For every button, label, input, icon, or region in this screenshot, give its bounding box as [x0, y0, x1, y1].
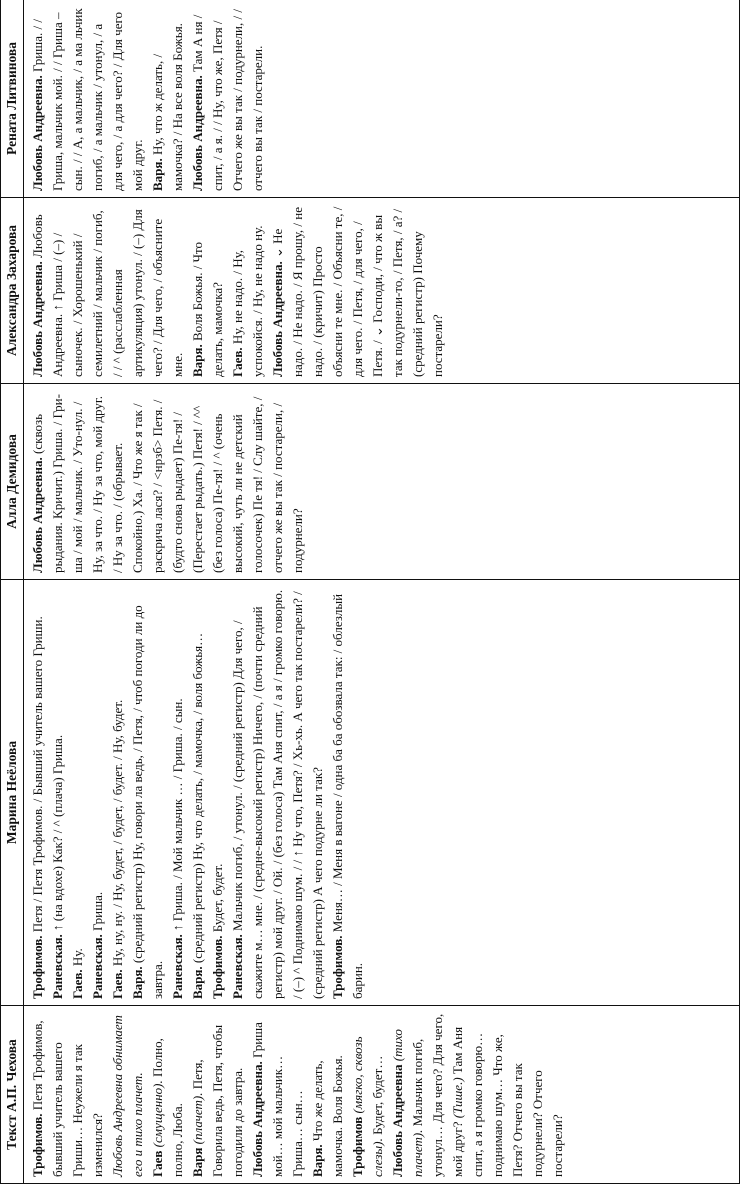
replica	[228, 586, 328, 999]
header-demidova: Алла Демидова	[1, 383, 24, 579]
speaker-name: Гаев.	[70, 969, 85, 999]
speaker-name: Любовь Андреевна.	[30, 457, 45, 573]
replica-text: Ну, не надо. / Ну, успокойся. / Ну, не надо ну.	[230, 225, 265, 377]
replica	[188, 6, 268, 191]
replica-text: Меня… / Меня в вагоне / одна ба ба обозвала так: / облезлый барин.	[330, 593, 365, 999]
replica	[188, 1012, 248, 1177]
replica	[348, 1012, 388, 1177]
speaker-name: Раневская.	[230, 934, 245, 999]
speaker-name: Любовь Андреевна.	[30, 75, 45, 191]
replica	[188, 586, 208, 999]
replica-text: Любовь Андреевна. ↑ Гриша / (–) / сыночек. / Хорошенький / семилетний / мальчик / погиб, / / ^ (расслабленная артикуляция) утонул. / (–) Для чего? / Для чего, / объясните мне.	[30, 209, 185, 377]
replica-text: Петя, Говорила ведь, Петя, чтобы погодили до завтра.	[190, 1024, 245, 1177]
replica-text: Мальчик погиб, утонул… Для чего? Для чего, мой друг?	[410, 1013, 465, 1177]
speaker-name: Трофимов.	[30, 935, 45, 999]
replica-text: Гриша. / / Гриша, мальчик мой. / / Гриша – сын. / / А, а мальчик, / а ма льчик погиб, / а мальчик / утонул, / а для чего, / а для чего? / Для чего мой друг.	[30, 8, 145, 191]
replica	[28, 586, 48, 999]
replica-text: Петя Трофимов, бывший учитель вашего Гриши… Неужели я так изменился?	[30, 1020, 105, 1177]
replica	[88, 586, 108, 999]
speaker-name: Любовь Андреевна.	[30, 261, 45, 377]
replica	[388, 1012, 568, 1177]
replica-text: Там А ня / спит, / а я. / / Ну, что же, Петя / Отчего же вы так / подурнели, / / отчего вы так / постарели.	[190, 9, 265, 191]
replica-text: Полно, полно, Люба.	[150, 1038, 185, 1177]
stage-direction: (плачет).	[190, 1092, 205, 1148]
header-chekhov: Текст А.П. Чехова	[1, 1006, 24, 1184]
stage-direction: Любовь Андреевна обнимает его и тихо плачет.	[110, 1015, 145, 1177]
stage-direction: (смущенно).	[150, 1080, 165, 1151]
speaker-name: Гаев	[150, 1150, 165, 1177]
replica-text: (средний регистр) Ну, что делать, / мамочка, / воля божья…	[190, 632, 205, 967]
header-zakharova: Александра Захарова	[1, 197, 24, 383]
header-neelova: Марина Неёлова	[1, 579, 24, 1005]
replica	[168, 586, 188, 999]
replica-text: Ну.	[70, 948, 85, 970]
speaker-name: Трофимов.	[30, 1113, 45, 1177]
speaker-name: Гаев.	[110, 969, 125, 999]
speaker-name: Раневская.	[170, 934, 185, 999]
replica-text: Будет, будет…	[370, 1055, 385, 1139]
replica	[28, 204, 188, 377]
stage-direction: (тихо плачет).	[390, 1029, 425, 1177]
replica	[308, 1012, 348, 1177]
replica-text: ⌄ Не надо. / Не надо. / Я прошу, / не надо. / (кричит) Просто объясни те мне. / Объясни те, / для чего. / Петя, / для чего, / Петя. / ⌄ Господи, / что ж вы так подурнели-то, / Петя, / а? / (средний регистр) Почему постарели?	[270, 206, 445, 377]
replica-text: Что же делать, мамочка. Воля Божья.	[310, 1055, 345, 1177]
speaker-name: Трофимов.	[210, 935, 225, 999]
replica	[28, 390, 308, 573]
replica	[68, 586, 88, 999]
replica	[148, 1012, 188, 1177]
replica	[128, 586, 168, 999]
speaker-name: Любовь Андреевна.	[250, 1061, 265, 1177]
speaker-name: Варя.	[190, 344, 205, 377]
replica	[208, 586, 228, 999]
replica-text: (средний регистр) Ну, говори ла ведь, / Петя, / чтоб погоди ли до завтра.	[130, 605, 165, 999]
cell-litvinova	[24, 0, 740, 197]
replica-text: Ну, что ж делать, / мамочка? / На все воля Божья.	[150, 23, 185, 191]
replica	[108, 1012, 148, 1177]
cell-zakharova	[24, 197, 740, 383]
stage-direction: (мягко, сквозь слезы).	[350, 1036, 385, 1177]
header-litvinova: Рената Литвинова	[1, 0, 24, 197]
header-row	[1, 0, 24, 1184]
speaker-name: Варя	[190, 1147, 205, 1177]
replica-text: ↑ Гриша. / Мой мальчик … / Гриша. / сын.	[170, 698, 185, 935]
replica	[48, 586, 68, 999]
replica	[108, 586, 128, 999]
replica-text: ↑ (на вдохе) Как? / ^ (плача) Гриша.	[50, 734, 65, 935]
body-row	[24, 0, 740, 1184]
speaker-name: Трофимов.	[330, 935, 345, 999]
replica	[28, 1012, 108, 1177]
speaker-name: Варя.	[310, 1144, 325, 1177]
speaker-name: Раневская.	[50, 934, 65, 999]
speaker-name: Трофимов	[350, 1116, 365, 1177]
speaker-name: Любовь Андреевна.	[270, 261, 285, 377]
replica	[328, 586, 368, 999]
replica-text: Мальчик погиб, / утонул. / (средний регистр) Для чего, / скажите м… мне. / (средне-высокий регистр) Ничего, / (почти средний регистр) мой друг. / Ой. / (без голоса) Там Аня спит, / а я / громко говорю. / (–) ^ Поднимаю шум. / / ↑ Ну что, Петя? / Хь-хь. А чего так постарели? / (средний регистр) А чего подурне ли так?	[230, 589, 325, 999]
replica	[268, 204, 448, 377]
cell-demidova	[24, 383, 740, 579]
speaker-name: Раневская.	[90, 934, 105, 999]
replica-text: Будет, будет.	[210, 863, 225, 936]
replica-text: Ну, ну, ну. / Ну, будет, / будет, / будет. / Ну, будет.	[110, 699, 125, 970]
stage-direction: (Тише.)	[450, 1077, 465, 1119]
speaker-name: Варя.	[190, 966, 205, 999]
replica-text: Гриша мой… мой мальчик… Гриша… сын…	[250, 1022, 305, 1177]
cell-chekhov	[24, 1006, 740, 1184]
replica	[228, 204, 268, 377]
replica-text: (сквозь рыдания. Кричит.) Гриша. / Гри-ша / мой / мальчик. / Уто-нул. / Ну, за что. / Ну за что, мой друг. / Ну за что. / (обрывает. Спокойно.) Ха. / Что же я так / раскрича лася? / <нрзб> Петя. / (будто снова рыдает) Пе-тя! / (Перестает рыдать.) Петя! / ^^ (без голоса) Пе-тя! / ^ (очень высокий, чуть ли не детский голосочек) Пе тя! / Слу шайте, / отчего же вы так / постарели, / подурнели?	[30, 394, 305, 573]
replica	[248, 1012, 308, 1177]
replica	[28, 6, 148, 191]
speaker-name: Любовь Андреевна	[390, 1064, 405, 1177]
replica	[148, 6, 188, 191]
speaker-name: Любовь Андреевна.	[190, 75, 205, 191]
replica-text: Гриша.	[90, 891, 105, 935]
replica-text: Там Аня спит, а я громко говорю… поднимаю шум… Что же, Петя? Отчего вы так подурнели? Отчего постарели?	[450, 1026, 565, 1177]
speaker-name: Варя.	[150, 158, 165, 191]
cell-neelova	[24, 579, 740, 1005]
replica-text: Петя / Петя Трофимов. / Бывший учитель вашего Гриши.	[30, 616, 45, 936]
speaker-name: Варя.	[130, 966, 145, 999]
replica	[188, 204, 228, 377]
speaker-name: Гаев.	[230, 347, 245, 377]
replica-text: Воля Божья. / Что делать, мамочка?	[190, 241, 225, 377]
